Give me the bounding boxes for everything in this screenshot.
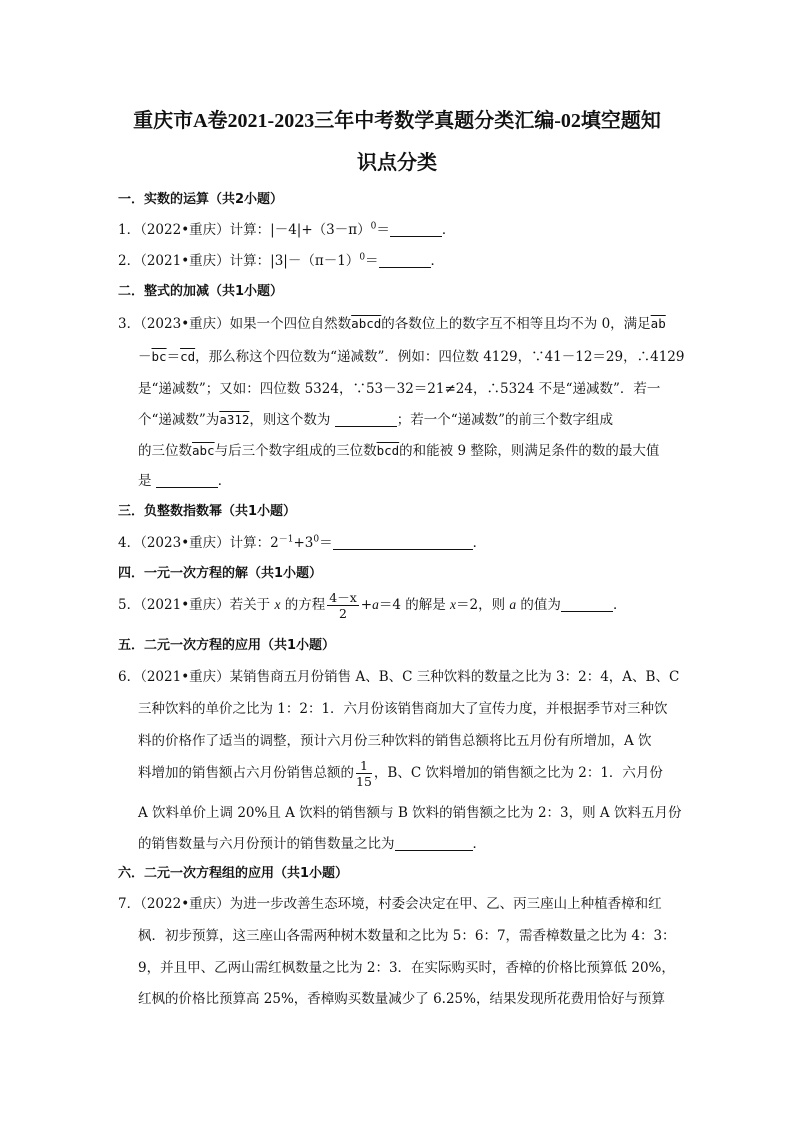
answer-blank <box>390 222 442 237</box>
answer-blank <box>335 412 397 427</box>
question-3-line-4: 个“递减数”为a312，则这个数为 ；若一个“递减数”的前三个数字组成 <box>138 412 614 428</box>
question-3-line-5: 的三位数$\overline{abc}$与后三个数字组成的三位数$\overline{bcd}$的和能被 9 整除，则满足条件的数的最大值 <box>138 443 660 459</box>
answer-blank <box>379 253 431 268</box>
question-6-line-3: 料的价格作了适当的调整，预计六月份三种饮料的销售总额将比五月份有所增加，A 饮 <box>138 733 652 749</box>
question-3-line-2: $-\overline{bc}=\overline{cd}$，那么称这个四位数为“递减数”．例如：四位数 4129，∵41－12＝29，∴4129 <box>138 349 685 365</box>
question-6-line-2: 三种饮料的单价之比为 1：2：1．六月份该销售商加大了宣传力度，并根据季节对三种饮 <box>138 701 668 717</box>
question-2: 2．（2021•重庆）计算：$|3|-(\pi-1)^0=$ ． <box>118 252 445 269</box>
document-title: 重庆市A卷2021-2023三年中考数学真题分类汇编-02填空题知 <box>133 110 661 132</box>
question-7-line-1: 7．（2022•重庆）为进一步改善生态环境，村委会决定在甲、乙、丙三座山上种植香樟和红 <box>118 896 662 912</box>
question-3-line-3: 是“递减数”；又如：四位数 5324，∵53－32＝21≠24，∴5324 不是“递减数”．若一 <box>138 381 661 397</box>
question-7-line-3: 9，并且甲、乙两山需红枫数量之比为 2：3．在实际购买时，香樟的价格比预算低 20%， <box>138 960 675 976</box>
question-5: 5．（2021•重庆）若关于 x 的方程 $\frac{4-x}{2}$ +a＝4 的解是 x＝2，则 a 的值为 ． <box>118 590 627 621</box>
question-3-line-1: 3．（2023•重庆）如果一个四位自然数abcd的各数位上的数字互不相等且均不为 0，满足$\overline{ab}$ <box>118 316 666 332</box>
section-heading-3: 三．负整数指数幂（共1小题） <box>118 504 297 519</box>
question-7-line-4: 红枫的价格比预算高 25%，香樟购买数量减少了 6.25%，结果发现所花费用恰好与预算 <box>138 991 665 1007</box>
section-heading-6: 六．二元一次方程组的应用（共1小题） <box>118 866 349 881</box>
answer-blank <box>333 535 473 550</box>
answer-blank <box>561 597 613 612</box>
fraction: $\frac{1}{15}$ <box>356 758 372 789</box>
question-6-line-1: 6．（2021•重庆）某销售商五月份销售 A、B、C 三种饮料的数量之比为 3：2：4，A、B、C <box>118 669 680 685</box>
answer-blank <box>395 836 473 851</box>
answer-blank <box>156 473 218 488</box>
fraction: $\frac{4-x}{2}$ <box>329 590 357 621</box>
question-3-line-6: 是 ． <box>138 473 232 489</box>
section-heading-1: 一．实数的运算（共2小题） <box>118 192 284 207</box>
question-7-line-2: 枫．初步预算，这三座山各需两种树木数量和之比为 5：6：7，需香樟数量之比为 4：3： <box>138 928 676 944</box>
question-4: 4．（2023•重庆）计算：$2^{-1}+3^0=$ ． <box>118 534 487 551</box>
section-heading-5: 五．二元一次方程的应用（共1小题） <box>118 638 336 653</box>
question-6-line-5: A 饮料单价上调 20%且 A 饮料的销售额与 B 饮料的销售额之比为 2：3，则 A 饮料五月份 <box>138 805 682 821</box>
question-6-line-6: 的销售数量与六月份预计的销售数量之比为 ． <box>138 836 486 852</box>
section-heading-2: 二．整式的加减（共1小题） <box>118 284 284 299</box>
section-heading-4: 四．一元一次方程的解（共1小题） <box>118 566 323 581</box>
question-6-line-4: 料增加的销售额占六月份销售总额的 $\frac{1}{15}$ ，B、C 饮料增加的销售额之比为 2：1．六月份 <box>138 758 663 789</box>
document-title-continued: 识点分类 <box>357 152 437 174</box>
question-1: 1．（2022•重庆）计算：$|-4|+(3-\pi)^0=$ ． <box>118 221 456 238</box>
